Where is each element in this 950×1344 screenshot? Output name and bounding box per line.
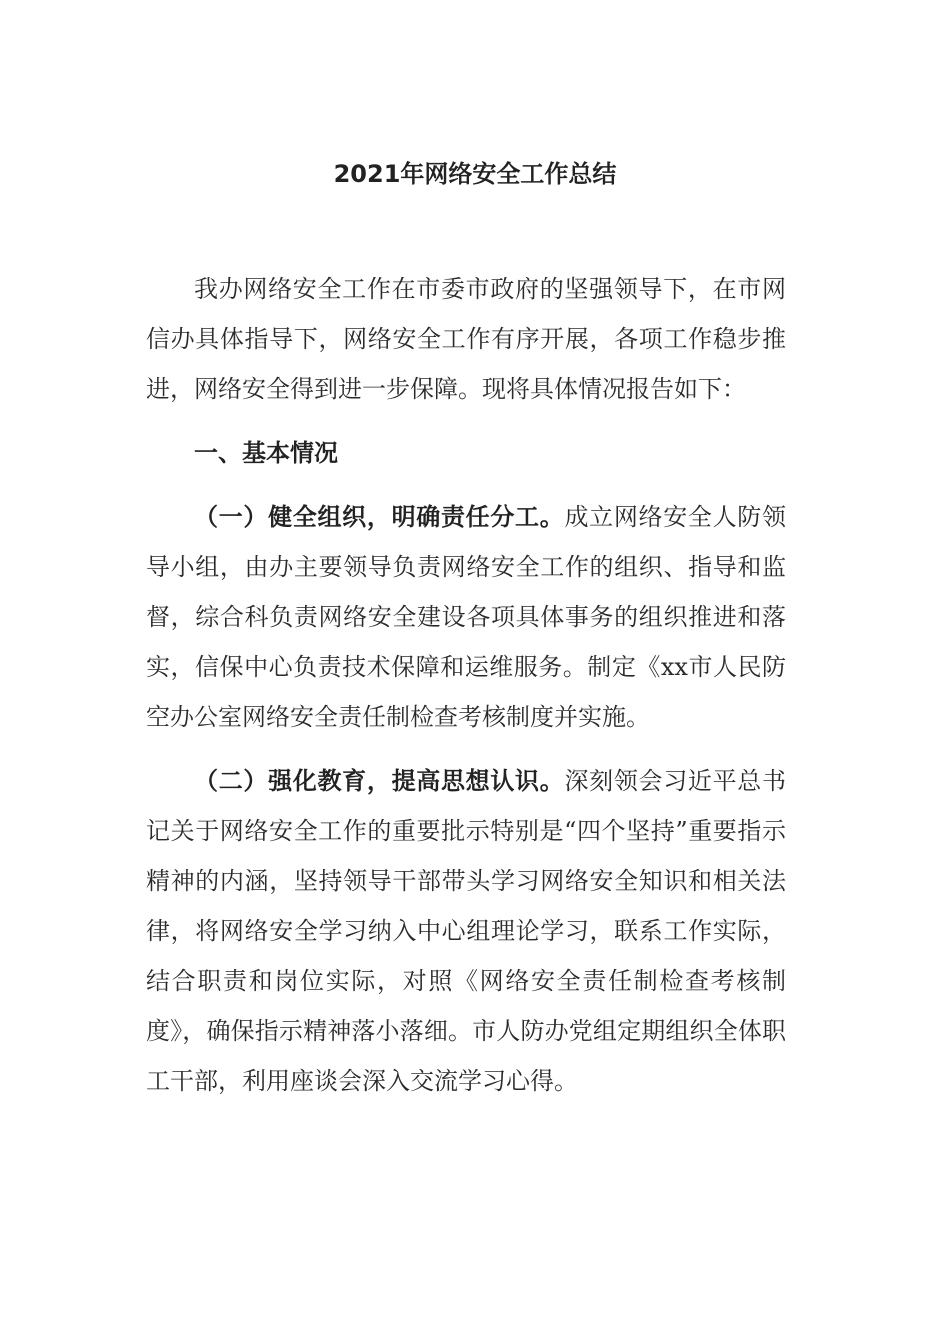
intro-paragraph: 我办网络安全工作在市委市政府的坚强领导下，在市网信办具体指导下，网络安全工作有序开展，各项工作稳步推进，网络安全得到进一步保障。现将具体情况报告如下： [146,275,786,403]
paragraph-organization [146,492,786,742]
spacer [146,478,786,492]
spacer [146,742,786,756]
document-body [146,264,786,1106]
paragraph-lead: （二）强化教育，提高思想认识。 [194,767,565,795]
document-title: 2021年网络安全工作总结 [333,160,617,188]
paragraph-text: 成立网络安全人防领导小组，由办主要领导负责网络安全工作的组织、指导和监督，综合科负责网络安全建设各项具体事务的组织推进和落实，信保中心负责技术保障和运维服务。制定《xx市人民防空办公室网络安全责任制检查考核制度并实施。 [146,503,787,731]
paragraph-education [146,756,786,1106]
section-heading-basic-situation: 一、基本情况 [194,439,338,467]
paragraph-text: 深刻领会习近平总书记关于网络安全工作的重要批示特别是“四个坚持”重要指示精神的内涵，坚持领导干部带头学习网络安全知识和相关法律，将网络安全学习纳入中心组理论学习，联系工作实际，结合职责和岗位实际，对照《网络安全责任制检查考核制度》，确保指示精神落小落细。市人防办党组定期组织全体职工干部，利用座谈会深入交流学习心得。 [146,767,787,1095]
spacer [146,414,786,428]
paragraph-lead: （一）健全组织，明确责任分工。 [194,503,565,531]
